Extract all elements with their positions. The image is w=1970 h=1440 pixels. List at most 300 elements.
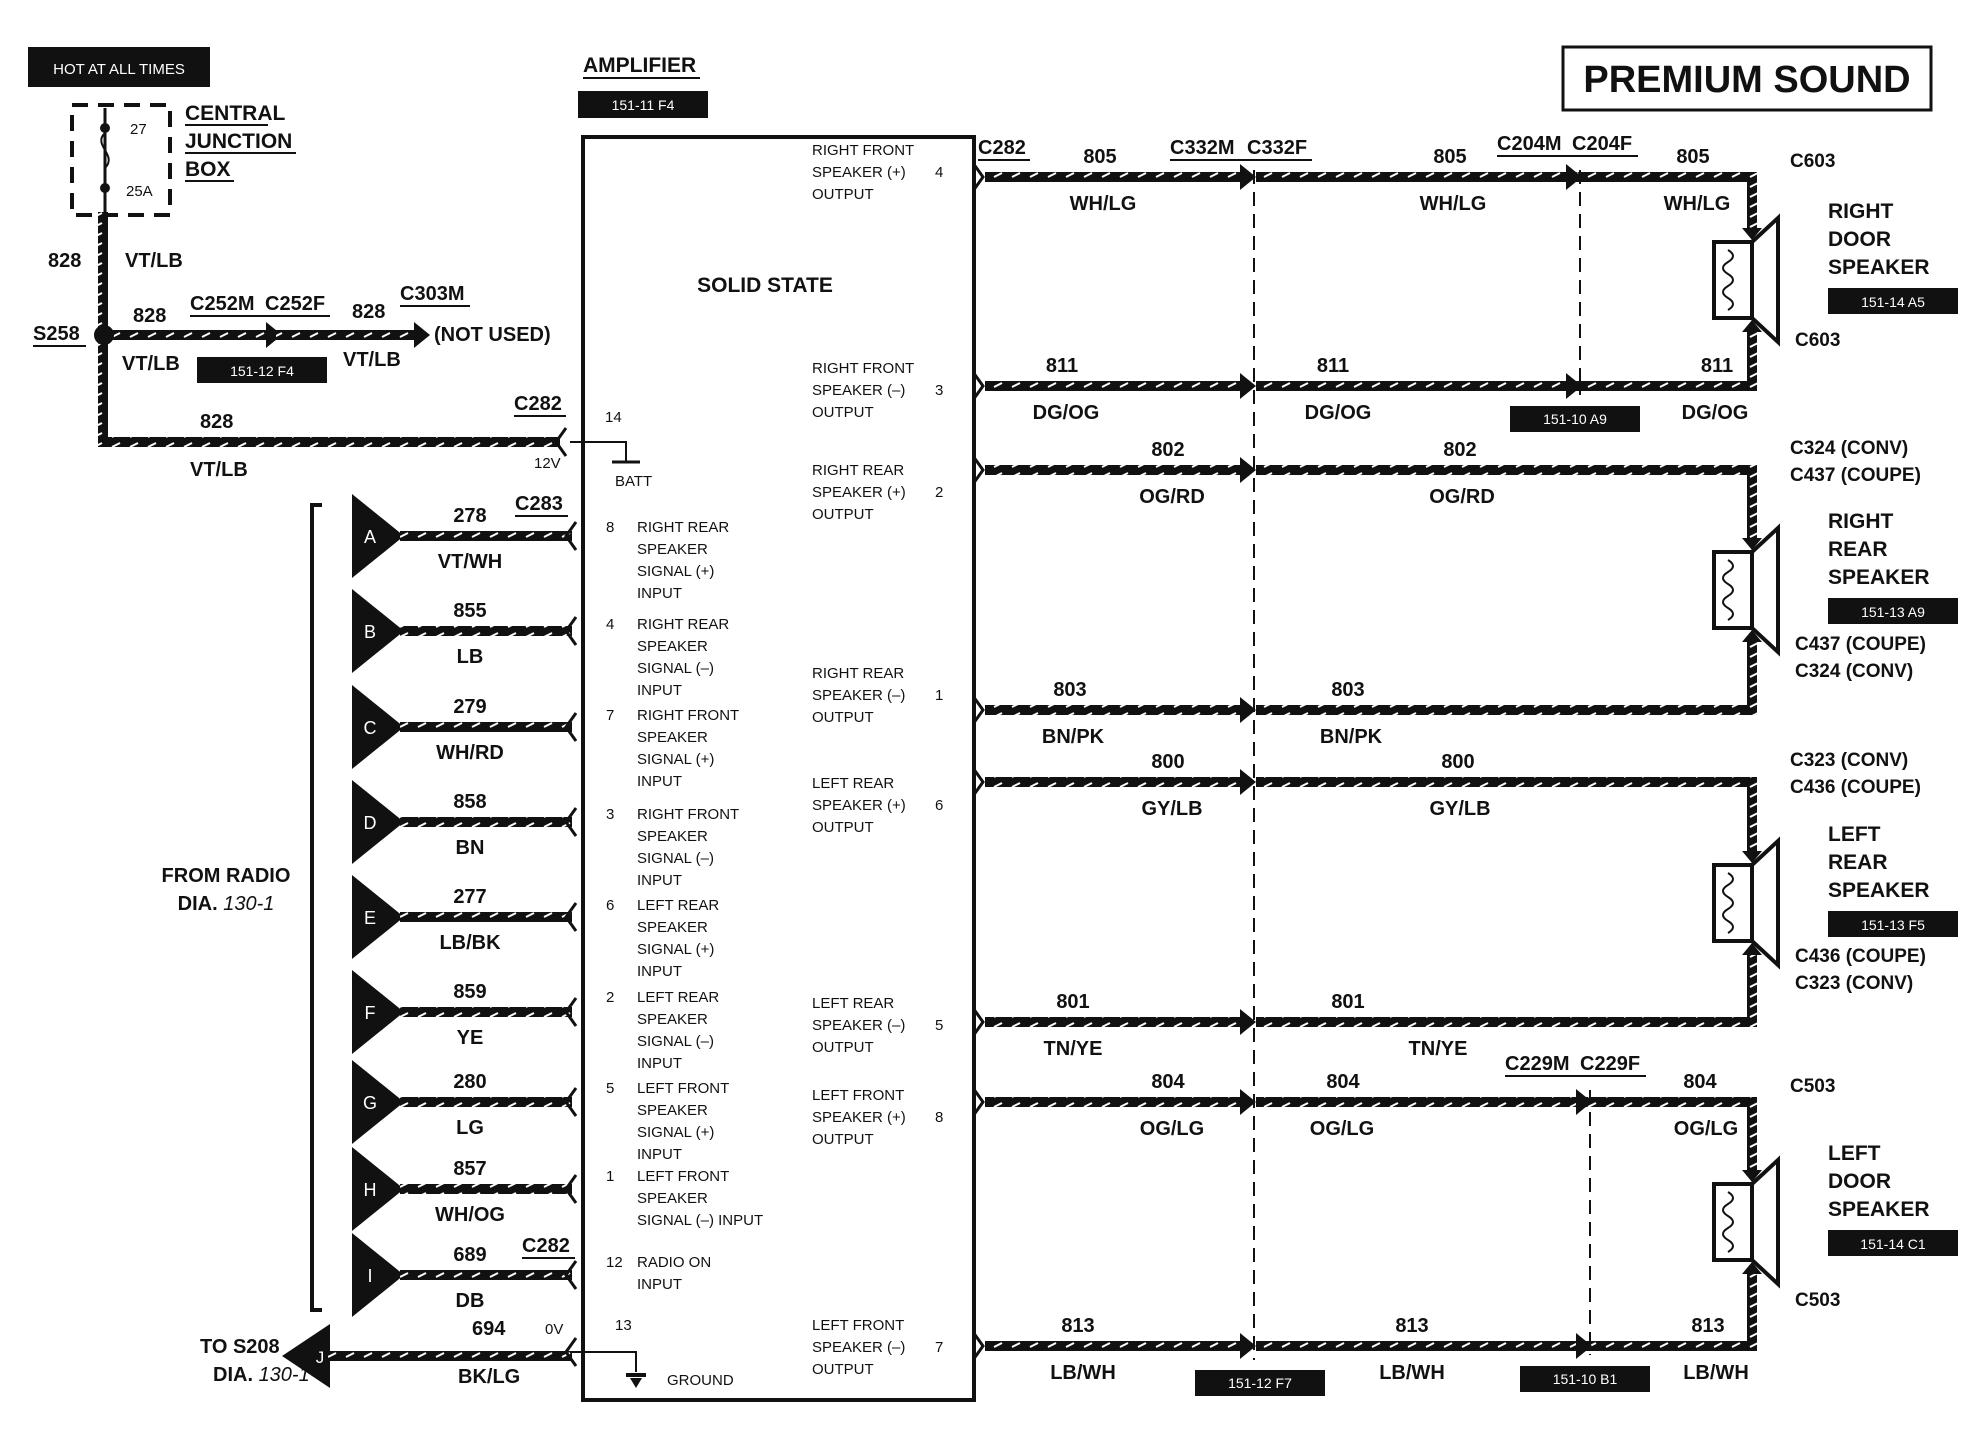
circuit-813-label-3: 813 xyxy=(1691,1315,1725,1337)
from-radio-label: FROM RADIO xyxy=(161,865,291,887)
input-pin-6-desc-2: SPEAKER xyxy=(637,919,708,936)
wire-804-seg1 xyxy=(985,1097,1250,1107)
wire-858 xyxy=(400,817,572,827)
output-ref-tags xyxy=(1195,406,1650,1396)
from-radio-dia-prefix: DIA. xyxy=(177,893,224,915)
wire-802-seg1 xyxy=(985,465,1250,475)
output-pin-1-desc-3: OUTPUT xyxy=(812,709,874,726)
input-pin-12-desc-2: INPUT xyxy=(637,1276,682,1293)
ref-151-10-a9: 151-10 A9 xyxy=(1543,411,1607,427)
color-label-857: WH/OG xyxy=(435,1204,505,1226)
circuit-800-label-2: 800 xyxy=(1441,751,1475,773)
c282-output-label: C282 xyxy=(978,137,1026,159)
speaker-1-wire-top xyxy=(1747,172,1757,230)
connector-j-letter: J xyxy=(315,1348,325,1367)
output-pin-8-desc-3: OUTPUT xyxy=(812,1131,874,1148)
output-pin-3-desc-2: SPEAKER (–) xyxy=(812,382,906,399)
ref-151-10-b1: 151-10 B1 xyxy=(1552,1371,1618,1387)
speaker-3-conn-top-2: C436 (COUPE) xyxy=(1790,777,1921,798)
splice-s258 xyxy=(94,325,114,345)
output-pin-1-desc-2: SPEAKER (–) xyxy=(812,687,906,704)
input-pin-7: 7 xyxy=(606,707,615,724)
hot-at-all-times-tag xyxy=(28,47,210,87)
speaker-3-label-1: LEFT xyxy=(1828,823,1881,846)
circuit-802-label-2: 802 xyxy=(1443,439,1477,461)
title-box xyxy=(1563,47,1931,110)
color-label-278: VT/WH xyxy=(437,551,503,573)
speaker-1-label-2: DOOR xyxy=(1828,228,1891,251)
c332f-label: C332F xyxy=(1247,137,1308,159)
speaker-3-wire-bottom xyxy=(1747,953,1757,1027)
wire-855 xyxy=(400,626,572,636)
color-label-689: DB xyxy=(455,1290,485,1312)
circuit-804-label-1: 804 xyxy=(1151,1071,1185,1093)
circuit-857-label: 857 xyxy=(453,1158,487,1180)
ground-pin-number: 13 xyxy=(615,1317,632,1334)
circuit-803-label-2: 803 xyxy=(1331,679,1365,701)
input-pin-6-desc-3: SIGNAL (+) xyxy=(637,941,715,958)
speaker-4 xyxy=(1714,1076,1958,1351)
c229m-label: C229M xyxy=(1505,1053,1570,1075)
speaker-1-conn-bottom-1: C603 xyxy=(1795,330,1841,351)
wire-811-seg2 xyxy=(1256,381,1752,391)
wire-813-seg2 xyxy=(1256,1341,1752,1351)
input-pin-4-desc-3: SIGNAL (–) xyxy=(637,660,714,677)
speaker-4-conn-top-1: C503 xyxy=(1790,1076,1836,1097)
connector-b-wedge xyxy=(352,589,404,673)
input-pin-7-desc-2: SPEAKER xyxy=(637,729,708,746)
input-h xyxy=(352,1147,763,1231)
color-800-label-1: GY/LB xyxy=(1141,798,1203,820)
color-label-855: LB xyxy=(456,646,484,668)
color-label-277: LB/BK xyxy=(439,932,501,954)
fuse-top-terminal xyxy=(100,123,110,133)
output-connector-labels xyxy=(978,133,1646,1076)
c204f-label: C204F xyxy=(1572,133,1633,155)
wire-857 xyxy=(400,1184,572,1194)
input-pin-12: 12 xyxy=(606,1254,623,1271)
c303m-label: C303M xyxy=(400,283,465,305)
c204m-label: C204M xyxy=(1497,133,1562,155)
input-pin-8: 8 xyxy=(606,519,615,536)
output-802 xyxy=(812,439,1752,523)
output-pin-7-desc-3: OUTPUT xyxy=(812,1361,874,1378)
output-pin-3: 3 xyxy=(935,382,944,399)
output-pin-5: 5 xyxy=(935,1017,944,1034)
input-pin-3-desc-3: SIGNAL (–) xyxy=(637,850,714,867)
input-pin-2-desc-1: LEFT REAR xyxy=(637,989,720,1006)
speaker-3-wire-top xyxy=(1747,777,1757,853)
color-vt-lb-label-branch: VT/LB xyxy=(122,353,180,375)
c283-label: C283 xyxy=(515,493,563,515)
output-pin-6-desc-2: SPEAKER (+) xyxy=(812,797,906,814)
speaker-3-conn-bottom-2: C323 (CONV) xyxy=(1795,973,1914,994)
output-pin-6: 6 xyxy=(935,797,944,814)
color-801-label-1: TN/YE xyxy=(1043,1038,1103,1060)
input-pin-7-desc-1: RIGHT FRONT xyxy=(637,707,740,724)
output-pin-8-desc-1: LEFT FRONT xyxy=(812,1087,905,1104)
speaker-3 xyxy=(1714,750,1958,1027)
circuit-689-label: 689 xyxy=(453,1244,487,1266)
wire-278 xyxy=(400,531,572,541)
connector-a-wedge xyxy=(352,494,404,578)
c252m-label: C252M xyxy=(190,293,255,315)
from-radio-bracket xyxy=(162,505,322,1310)
speakers xyxy=(1714,151,1958,1351)
output-804 xyxy=(812,1071,1752,1148)
speaker-2-conn-bottom-1: C437 (COUPE) xyxy=(1795,634,1926,655)
amplifier-ref: 151-11 F4 xyxy=(611,97,675,113)
circuit-811-label-3: 811 xyxy=(1700,355,1734,377)
color-bk-lg-label: BK/LG xyxy=(458,1366,521,1388)
input-pin-1-desc-3: SIGNAL (–) INPUT xyxy=(637,1212,764,1229)
input-pin-1-desc-2: SPEAKER xyxy=(637,1190,708,1207)
output-pin-6-desc-1: LEFT REAR xyxy=(812,775,895,792)
wire-803-seg1 xyxy=(985,705,1250,715)
circuit-803-label-1: 803 xyxy=(1053,679,1087,701)
input-pin-2-desc-4: INPUT xyxy=(637,1055,682,1072)
input-pin-3: 3 xyxy=(606,806,615,823)
speaker-2-label-3: SPEAKER xyxy=(1828,566,1930,589)
wire-859 xyxy=(400,1007,572,1017)
color-803-label-1: BN/PK xyxy=(1041,726,1105,748)
input-pin-6: 6 xyxy=(606,897,615,914)
radio-inputs xyxy=(352,493,763,1317)
circuit-805-label-2: 805 xyxy=(1433,146,1467,168)
wire-277 xyxy=(400,912,572,922)
input-pin-4-desc-1: RIGHT REAR xyxy=(637,616,730,633)
input-pin-5: 5 xyxy=(606,1080,615,1097)
connector-a-letter: A xyxy=(363,527,377,547)
color-802-label-2: OG/RD xyxy=(1429,486,1495,508)
speaker-2-conn-top-1: C324 (CONV) xyxy=(1790,438,1909,459)
output-pin-2-desc-2: SPEAKER (+) xyxy=(812,484,906,501)
output-pin-3-desc-3: OUTPUT xyxy=(812,404,874,421)
ground-label: GROUND xyxy=(667,1372,734,1389)
speaker-4-cone xyxy=(1752,1160,1778,1284)
wire-279 xyxy=(400,722,572,732)
c252f-label: C252F xyxy=(265,293,326,315)
ground-internal-wire xyxy=(570,1352,636,1372)
output-pin-8-desc-2: SPEAKER (+) xyxy=(812,1109,906,1126)
circuit-859-label: 859 xyxy=(453,981,487,1003)
color-label-858: BN xyxy=(455,837,485,859)
speaker-3-cone xyxy=(1752,841,1778,965)
speaker-4-wire-top xyxy=(1747,1097,1757,1172)
circuit-277-label: 277 xyxy=(453,886,487,908)
connector-e-wedge xyxy=(352,875,404,959)
connector-d-letter: D xyxy=(363,813,377,833)
fuse-number: 27 xyxy=(130,121,147,138)
output-pin-5-desc-1: LEFT REAR xyxy=(812,995,895,1012)
input-c xyxy=(352,685,739,790)
speaker-4-wire-bottom xyxy=(1747,1272,1757,1351)
input-e xyxy=(352,875,719,980)
junction-box-label-3: BOX xyxy=(185,158,231,181)
circuit-802-label-1: 802 xyxy=(1151,439,1185,461)
circuit-801-label-2: 801 xyxy=(1331,991,1365,1013)
output-pin-7-desc-2: SPEAKER (–) xyxy=(812,1339,906,1356)
input-pin-8-desc-3: SIGNAL (+) xyxy=(637,563,715,580)
wire-805-seg2 xyxy=(1256,172,1752,182)
input-pin-5-desc-1: LEFT FRONT xyxy=(637,1080,730,1097)
wire-802-seg2 xyxy=(1256,465,1752,475)
input-pin-8-desc-2: SPEAKER xyxy=(637,541,708,558)
color-811-label-1: DG/OG xyxy=(1032,402,1100,424)
speaker-4-label-2: DOOR xyxy=(1828,1170,1891,1193)
speaker-4-ref: 151-14 C1 xyxy=(1860,1236,1926,1252)
connector-f-wedge xyxy=(352,970,404,1054)
output-pin-7-desc-1: LEFT FRONT xyxy=(812,1317,905,1334)
color-813-label-1: LB/WH xyxy=(1050,1362,1116,1384)
connector-c-wedge xyxy=(352,685,404,769)
circuit-858-label: 858 xyxy=(453,791,487,813)
c303m-connector-arrow xyxy=(414,322,430,348)
input-pin-7-desc-3: SIGNAL (+) xyxy=(637,751,715,768)
wire-800-seg1 xyxy=(985,777,1250,787)
circuit-828-label-c303: 828 xyxy=(352,301,386,323)
wire-801-seg2 xyxy=(1256,1017,1752,1027)
speaker-2-label-1: RIGHT xyxy=(1828,510,1894,533)
speaker-4-conn-bottom-1: C503 xyxy=(1795,1290,1841,1311)
junction-box-label-1: CENTRAL xyxy=(185,102,286,125)
input-pin-5-desc-4: INPUT xyxy=(637,1146,682,1163)
circuit-811-label-2: 811 xyxy=(1316,355,1350,377)
color-803-label-2: BN/PK xyxy=(1319,726,1383,748)
output-pin-2-desc-3: OUTPUT xyxy=(812,506,874,523)
input-pin-7-desc-4: INPUT xyxy=(637,773,682,790)
output-pin-6-desc-3: OUTPUT xyxy=(812,819,874,836)
color-label-280: LG xyxy=(456,1117,484,1139)
input-pin-2-desc-2: SPEAKER xyxy=(637,1011,708,1028)
color-801-label-2: TN/YE xyxy=(1408,1038,1468,1060)
amplifier-label: AMPLIFIER xyxy=(583,54,697,77)
connector-e-letter: E xyxy=(363,908,377,928)
fuse-bottom-terminal xyxy=(100,183,110,193)
power-feed-828 xyxy=(33,212,566,481)
circuit-278-label: 278 xyxy=(453,505,487,527)
input-pin-12-desc-1: RADIO ON xyxy=(637,1254,712,1271)
output-pin-1-desc-1: RIGHT REAR xyxy=(812,665,905,682)
circuit-811-label-1: 811 xyxy=(1045,355,1079,377)
color-805-label-2: WH/LG xyxy=(1419,193,1487,215)
ref-151-12-f4: 151-12 F4 xyxy=(230,363,294,379)
speaker-2-conn-bottom-2: C324 (CONV) xyxy=(1795,661,1914,682)
speaker-1-ref: 151-14 A5 xyxy=(1861,294,1925,310)
output-800 xyxy=(812,751,1752,836)
wire-694 xyxy=(328,1351,572,1361)
wire-801-seg1 xyxy=(985,1017,1250,1027)
circuit-804-label-3: 804 xyxy=(1683,1071,1717,1093)
amplifier-box xyxy=(583,137,974,1400)
speaker-1 xyxy=(1714,151,1958,391)
amplifier xyxy=(570,54,974,1400)
speaker-1-wire-bottom xyxy=(1747,330,1757,391)
speaker-1-cone xyxy=(1752,218,1778,342)
input-pin-2-desc-3: SIGNAL (–) xyxy=(637,1033,714,1050)
output-pin-5-desc-3: OUTPUT xyxy=(812,1039,874,1056)
output-pin-3-desc-1: RIGHT FRONT xyxy=(812,360,915,377)
speaker-3-conn-top-1: C323 (CONV) xyxy=(1790,750,1909,771)
color-800-label-2: GY/LB xyxy=(1429,798,1491,820)
output-pin-5-desc-2: SPEAKER (–) xyxy=(812,1017,906,1034)
color-813-label-2: LB/WH xyxy=(1379,1362,1445,1384)
connector-d-wedge xyxy=(352,780,404,864)
wire-828-to-c303m xyxy=(276,330,416,340)
input-pin-5-desc-2: SPEAKER xyxy=(637,1102,708,1119)
color-811-label-2: DG/OG xyxy=(1304,402,1372,424)
speaker-3-label-2: REAR xyxy=(1828,851,1888,874)
connector-h-wedge xyxy=(352,1147,404,1231)
color-804-label-2: OG/LG xyxy=(1309,1118,1375,1140)
circuit-813-label-1: 813 xyxy=(1061,1315,1095,1337)
input-pin-2: 2 xyxy=(606,989,615,1006)
speaker-2-label-2: REAR xyxy=(1828,538,1888,561)
circuit-828-label-upper: 828 xyxy=(48,250,82,272)
input-pin-8-desc-1: RIGHT REAR xyxy=(637,519,730,536)
wire-805-seg1 xyxy=(985,172,1250,182)
color-811-label-3: DG/OG xyxy=(1681,402,1749,424)
input-pin-3-desc-1: RIGHT FRONT xyxy=(637,806,740,823)
color-vt-lb-label-lower: VT/LB xyxy=(190,459,248,481)
input-pin-4-desc-2: SPEAKER xyxy=(637,638,708,655)
output-pin-7: 7 xyxy=(935,1339,944,1356)
voltage-0v: 0V xyxy=(545,1321,564,1338)
input-pin-1-desc-1: LEFT FRONT xyxy=(637,1168,730,1185)
input-pin-6-desc-4: INPUT xyxy=(637,963,682,980)
connector-g-letter: G xyxy=(362,1093,378,1113)
input-pin-4-desc-4: INPUT xyxy=(637,682,682,699)
circuit-828-label-branch: 828 xyxy=(133,305,167,327)
circuit-801-label-1: 801 xyxy=(1056,991,1090,1013)
c229f-label: C229F xyxy=(1580,1053,1641,1075)
circuit-280-label: 280 xyxy=(453,1071,487,1093)
connector-g-wedge xyxy=(352,1060,404,1144)
voltage-12v: 12V xyxy=(534,455,561,472)
from-radio-dia-ref: 130-1 xyxy=(223,893,275,915)
c282-power-label: C282 xyxy=(514,393,562,415)
speaker-3-conn-bottom-1: C436 (COUPE) xyxy=(1795,946,1926,967)
color-805-label-3: WH/LG xyxy=(1663,193,1731,215)
color-813-label-3: LB/WH xyxy=(1683,1362,1749,1384)
junction-box-label-2: JUNCTION xyxy=(185,130,293,153)
output-pin-4-desc-2: SPEAKER (+) xyxy=(812,164,906,181)
input-pin-3-desc-4: INPUT xyxy=(637,872,682,889)
speaker-4-label-3: SPEAKER xyxy=(1828,1198,1930,1221)
speaker-2-cone xyxy=(1752,528,1778,652)
circuit-279-label: 279 xyxy=(453,696,487,718)
speaker-1-conn-top-1: C603 xyxy=(1790,151,1836,172)
batt-internal-wire xyxy=(570,442,626,462)
circuit-804-label-2: 804 xyxy=(1326,1071,1360,1093)
splice-s258-label: S258 xyxy=(33,323,80,345)
input-g xyxy=(352,1060,729,1163)
to-s208-label: TO S208 xyxy=(200,1336,280,1358)
hot-at-all-times-label: HOT AT ALL TIMES xyxy=(53,61,185,78)
input-pin-5-desc-3: SIGNAL (+) xyxy=(637,1124,715,1141)
output-803 xyxy=(812,665,1752,748)
output-pin-4-desc-3: OUTPUT xyxy=(812,186,874,203)
input-pin-4: 4 xyxy=(606,616,615,633)
ground-wire-j xyxy=(200,1318,576,1388)
input-pin-3-desc-2: SPEAKER xyxy=(637,828,708,845)
input-f xyxy=(352,970,719,1072)
wire-811-seg1 xyxy=(985,381,1250,391)
output-pin-4-desc-1: RIGHT FRONT xyxy=(812,142,915,159)
c332m-label: C332M xyxy=(1170,137,1235,159)
from-radio-dia xyxy=(178,893,275,915)
output-pin-8: 8 xyxy=(935,1109,944,1126)
not-used-label: (NOT USED) xyxy=(434,324,551,346)
input-pin-8-desc-4: INPUT xyxy=(637,585,682,602)
circuit-805-label-3: 805 xyxy=(1676,146,1710,168)
wire-804-seg2 xyxy=(1256,1097,1752,1107)
speaker-3-ref: 151-13 F5 xyxy=(1861,917,1925,933)
input-d xyxy=(352,780,739,889)
to-s208-dia-prefix: DIA. xyxy=(213,1364,259,1386)
wire-828-to-amp xyxy=(98,437,560,447)
amplifier-type: SOLID STATE xyxy=(697,274,833,297)
speaker-1-label-3: SPEAKER xyxy=(1828,256,1930,279)
color-label-279: WH/RD xyxy=(436,742,504,764)
c282-connector-symbol xyxy=(556,428,566,456)
ref-151-12-f7: 151-12 F7 xyxy=(1228,1375,1292,1391)
circuit-800-label-1: 800 xyxy=(1151,751,1185,773)
wire-803-seg2 xyxy=(1256,705,1752,715)
circuit-828-label-lower: 828 xyxy=(200,411,234,433)
circuit-694-label: 694 xyxy=(472,1318,506,1340)
to-s208-dia xyxy=(213,1364,310,1386)
output-pin-1: 1 xyxy=(935,687,944,704)
color-805-label-1: WH/LG xyxy=(1069,193,1137,215)
output-pin-2: 2 xyxy=(935,484,944,501)
batt-pin-number: 14 xyxy=(605,409,622,426)
speaker-2-conn-top-2: C437 (COUPE) xyxy=(1790,465,1921,486)
output-pin-4: 4 xyxy=(935,164,944,181)
speaker-2-wire-top xyxy=(1747,465,1757,540)
diagram-title: PREMIUM SOUND xyxy=(1583,59,1911,101)
color-804-label-1: OG/LG xyxy=(1139,1118,1205,1140)
amplifier-outputs xyxy=(812,142,1752,1384)
input-pin-6-desc-1: LEFT REAR xyxy=(637,897,720,914)
connector-f-letter: F xyxy=(364,1003,376,1023)
circuit-813-label-2: 813 xyxy=(1395,1315,1429,1337)
wire-828-to-c252 xyxy=(108,330,268,340)
speaker-4-label-1: LEFT xyxy=(1828,1142,1881,1165)
speaker-2-ref: 151-13 A9 xyxy=(1861,604,1925,620)
color-804-label-3: OG/LG xyxy=(1673,1118,1739,1140)
connector-b-letter: B xyxy=(363,622,377,642)
central-junction-box xyxy=(72,102,296,215)
speaker-3-label-3: SPEAKER xyxy=(1828,879,1930,902)
output-pin-2-desc-1: RIGHT REAR xyxy=(812,462,905,479)
connector-h-letter: H xyxy=(363,1180,377,1200)
c282-input-label: C282 xyxy=(522,1235,570,1257)
batt-label: BATT xyxy=(615,473,653,490)
wire-280 xyxy=(400,1097,572,1107)
color-label-859: YE xyxy=(456,1027,484,1049)
wire-689 xyxy=(400,1270,572,1280)
input-b xyxy=(352,589,729,699)
ground-symbol-base xyxy=(630,1378,642,1388)
color-vt-lb-label-c303: VT/LB xyxy=(343,349,401,371)
color-vt-lb-label-upper: VT/LB xyxy=(125,250,183,272)
fuse-rating: 25A xyxy=(126,183,153,200)
speaker-2-wire-bottom xyxy=(1747,640,1757,715)
connector-c-letter: C xyxy=(363,718,377,738)
connector-i-letter: I xyxy=(367,1266,373,1286)
circuit-855-label: 855 xyxy=(453,600,487,622)
